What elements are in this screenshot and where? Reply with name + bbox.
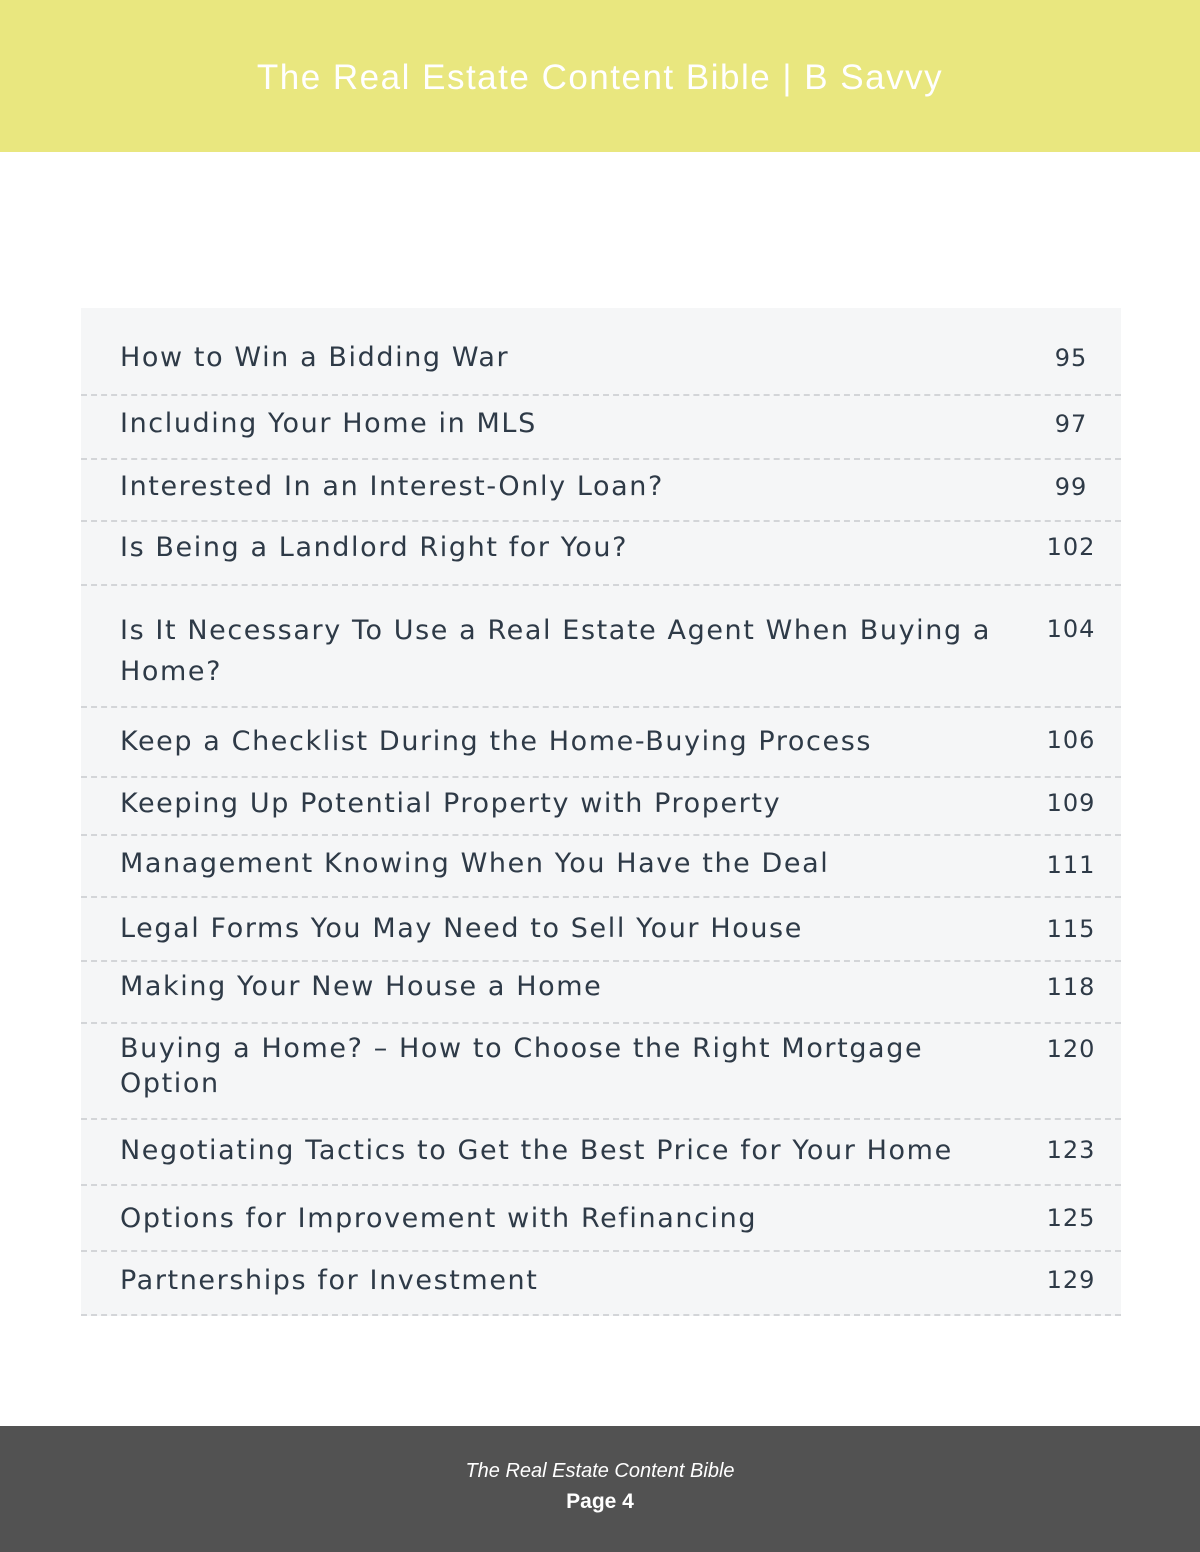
toc-entry [81,1120,1121,1186]
toc-entry [81,308,1121,396]
toc-entry [81,396,1121,460]
table-of-contents [81,308,1121,1316]
toc-entry-title: Is It Necessary To Use a Real Estate Agent When Buying a Home? [120,615,992,687]
toc-entry [81,1186,1121,1252]
toc-entry-page-number: 97 [1054,410,1088,438]
header-title: The Real Estate Content Bible | B Savvy [256,58,944,97]
toc-entry [81,836,1121,898]
toc-entry-title: Interested In an Interest-Only Loan? [120,471,664,502]
toc-entry [81,1252,1121,1316]
toc-entry [81,962,1121,1024]
toc-entry [81,460,1121,522]
toc-entry-page-number: 95 [1054,344,1088,372]
toc-entry-page-number: 118 [1046,973,1096,1001]
toc-entry-title: Legal Forms You May Need to Sell Your House [120,913,803,944]
toc-entry-title: Including Your Home in MLS [120,408,537,439]
toc-entry-title: Management Knowing When You Have the Deal [120,848,830,879]
toc-entry [81,522,1121,586]
toc-entry-title: Keeping Up Potential Property with Property [120,788,782,819]
dashed-divider [81,1314,1121,1316]
toc-entry-title: Partnerships for Investment [120,1265,539,1296]
toc-entry-page-number: 104 [1046,615,1096,643]
toc-entry-title: Is Being a Landlord Right for You? [120,532,629,563]
toc-entry-title: Buying a Home? – How to Choose the Right Mortgage Option [120,1033,924,1099]
toc-entry-title: How to Win a Bidding War [120,342,510,373]
toc-entry-page-number: 99 [1054,473,1088,501]
toc-entry-page-number: 120 [1046,1035,1096,1063]
toc-entry [81,898,1121,962]
toc-entry-page-number: 109 [1046,789,1096,817]
toc-entry-title: Negotiating Tactics to Get the Best Price for Your Home [120,1135,953,1166]
page-header [0,0,1200,152]
toc-entry-page-number: 123 [1046,1136,1096,1164]
toc-entry-title: Options for Improvement with Refinancing [120,1203,758,1234]
toc-entry-page-number: 106 [1046,726,1096,754]
toc-entry-title: Making Your New House a Home [120,971,603,1002]
footer-book-title: The Real Estate Content Bible [465,1460,735,1482]
toc-entry-title: Keep a Checklist During the Home-Buying Process [120,726,873,757]
toc-entry [81,708,1121,778]
page-footer [0,1426,1200,1552]
toc-entry [81,586,1121,708]
toc-entry-page-number: 115 [1046,915,1096,943]
toc-entry [81,778,1121,836]
footer-page-number: Page 4 [566,1490,634,1513]
toc-entry-page-number: 111 [1046,851,1096,879]
toc-entry-page-number: 102 [1046,533,1096,561]
toc-entry-page-number: 129 [1046,1266,1096,1294]
toc-entry-page-number: 125 [1046,1204,1096,1232]
toc-entry [81,1024,1121,1120]
